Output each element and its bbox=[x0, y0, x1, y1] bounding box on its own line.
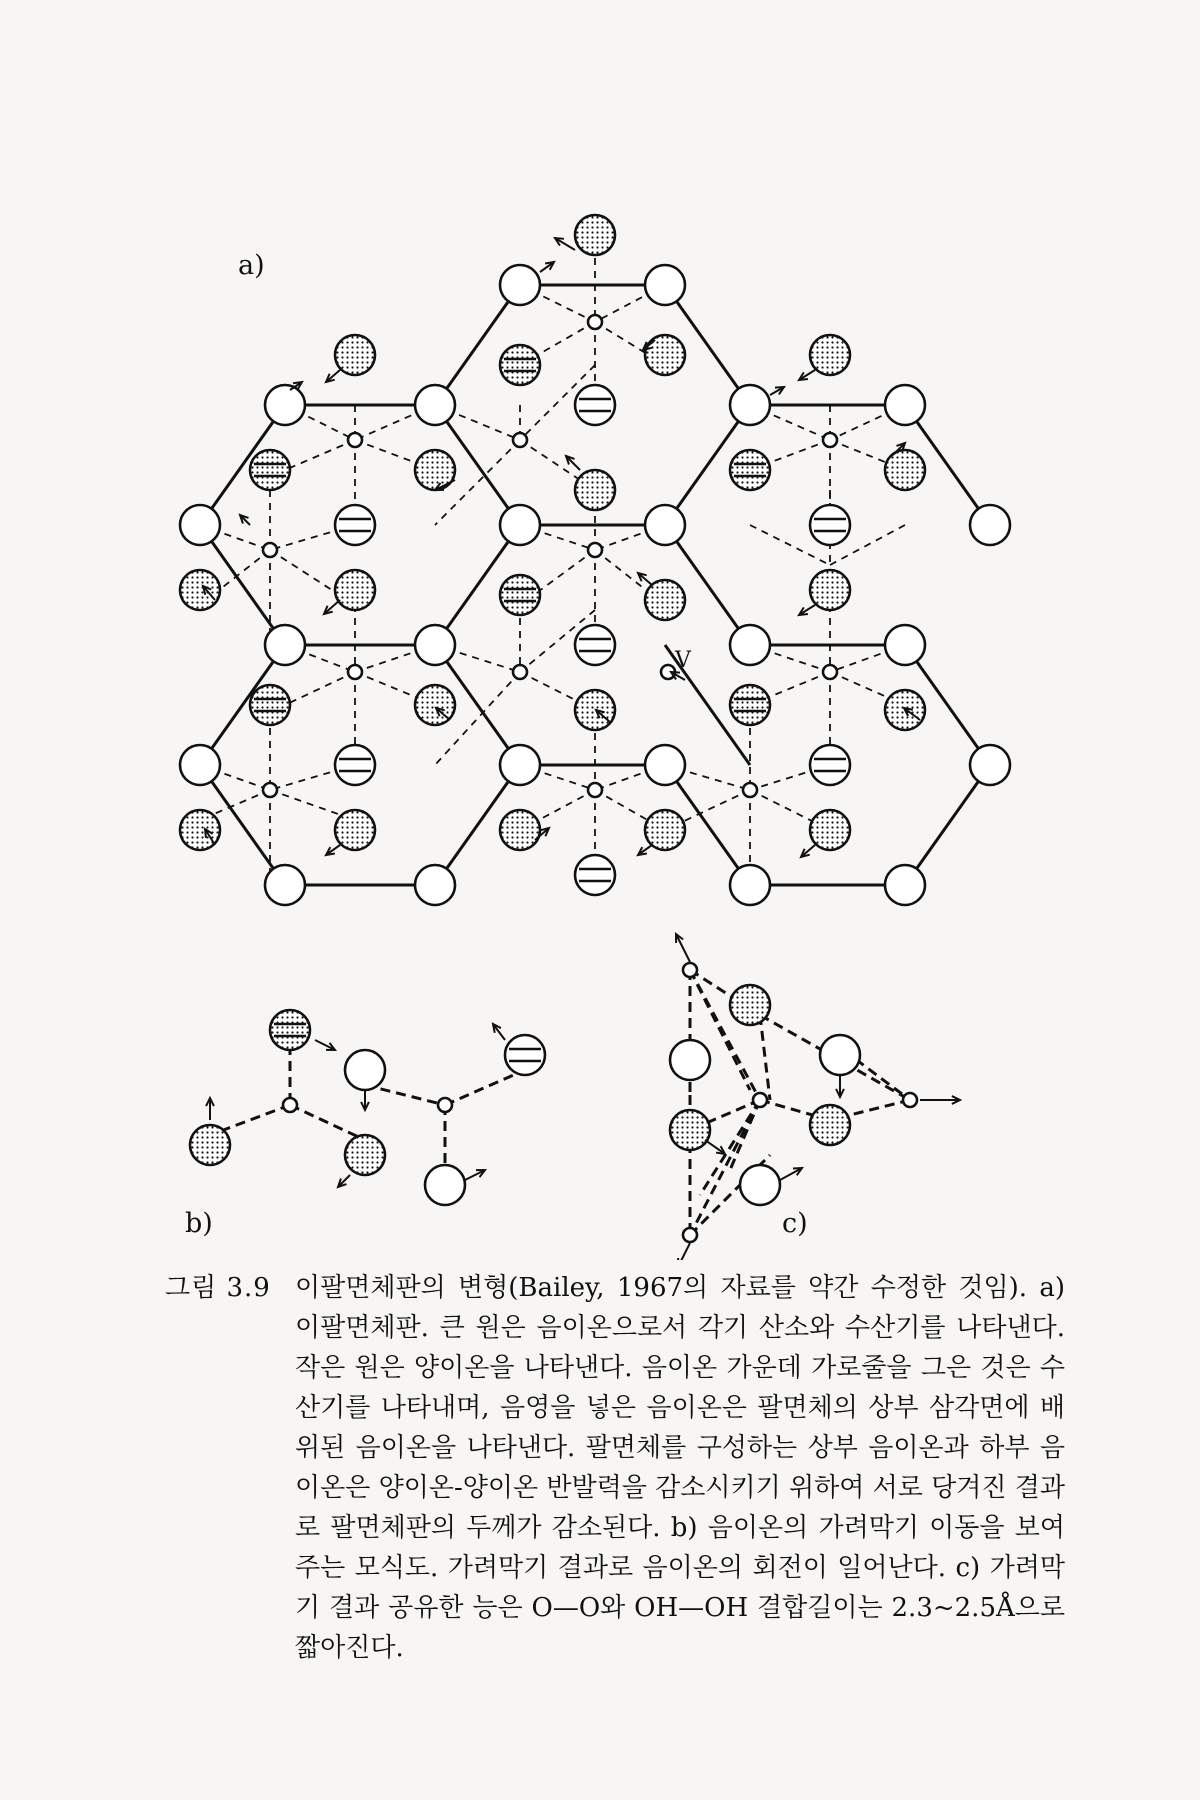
shift-arrow bbox=[678, 1243, 690, 1260]
oxygen-anion bbox=[415, 385, 455, 425]
figure-number: 그림 3.9 bbox=[165, 1273, 271, 1303]
oxygen-anion bbox=[180, 505, 220, 545]
oxygen-anion bbox=[500, 505, 540, 545]
cation bbox=[588, 315, 602, 329]
hydroxyl-anion bbox=[810, 745, 850, 785]
oxygen-anion bbox=[670, 1040, 710, 1080]
oxygen-anion bbox=[265, 625, 305, 665]
oxygen-anion bbox=[425, 1165, 465, 1205]
hydroxyl-anion bbox=[335, 505, 375, 545]
hydroxyl-anion bbox=[575, 855, 615, 895]
coordination-line bbox=[730, 1100, 760, 1170]
cation bbox=[283, 1098, 297, 1112]
coordination-line bbox=[365, 1085, 445, 1105]
upper-anion-shaded bbox=[730, 985, 770, 1025]
hydroxyl-anion bbox=[335, 745, 375, 785]
upper-anion-shaded bbox=[810, 1105, 850, 1145]
cation bbox=[903, 1093, 917, 1107]
cation bbox=[513, 665, 527, 679]
cation bbox=[588, 783, 602, 797]
upper-anion-shaded bbox=[885, 450, 925, 490]
oxygen-anion bbox=[645, 265, 685, 305]
upper-anion-shaded bbox=[345, 1135, 385, 1175]
oxygen-anion bbox=[885, 385, 925, 425]
upper-hydroxyl-anion bbox=[270, 1010, 310, 1050]
cation bbox=[753, 1093, 767, 1107]
hydroxyl-anion bbox=[505, 1035, 545, 1075]
upper-anion-shaded bbox=[810, 570, 850, 610]
coordination-line bbox=[760, 1015, 770, 1100]
oxygen-anion bbox=[345, 1050, 385, 1090]
upper-hydroxyl-anion bbox=[250, 685, 290, 725]
panel-c-label: c) bbox=[782, 1208, 808, 1239]
panel-a-label: a) bbox=[238, 250, 265, 281]
oxygen-anion bbox=[885, 625, 925, 665]
upper-anion-shaded bbox=[645, 335, 685, 375]
cation bbox=[588, 543, 602, 557]
oxygen-anion bbox=[730, 385, 770, 425]
upper-hydroxyl-anion bbox=[250, 450, 290, 490]
oxygen-anion bbox=[730, 865, 770, 905]
cation bbox=[743, 783, 757, 797]
panel-b-label: b) bbox=[185, 1208, 213, 1239]
cation bbox=[683, 1228, 697, 1242]
upper-hydroxyl-anion bbox=[500, 345, 540, 385]
caption-text: 이팔면체판의 변형(Bailey, 1967의 자료를 약간 수정한 것임). a) 이팔면체판. 큰 원은 음이온으로서 각기 산소와 수산기를 나타낸다. 작은 원은 양이온을 나타낸다. 음이온 가운데 가로줄을 그은 것은 수산기를 나타내며, 음영을 넣은 음이온은 팔면체의 상부 삼각면에 배위된 음이온을 나타낸다. 팔면체를 구성하는 상부 음이온과 하부 음이온은 양이온-양이온 반발력을 감소시키기 위하여 서로 당겨진 결과로 팔면체판의 두께가 감소된다. b) 음이온의 가려막기 이동을 보여주는 모식도. 가려막기 결과로 음이온의 회전이 일어난다. c) 가려막기 결과 공유한 능은 O—O와 OH—OH 결합길이는 2.3~2.5Å으로 짧아진다. bbox=[295, 1273, 1065, 1663]
cation bbox=[823, 665, 837, 679]
upper-anion-shaded bbox=[335, 570, 375, 610]
oxygen-anion bbox=[645, 745, 685, 785]
oxygen-anion bbox=[970, 745, 1010, 785]
vacancy-label: V bbox=[675, 648, 691, 673]
upper-hydroxyl-anion bbox=[730, 685, 770, 725]
upper-anion-shaded bbox=[500, 810, 540, 850]
upper-anion-shaded bbox=[180, 570, 220, 610]
cation bbox=[263, 783, 277, 797]
oxygen-anion bbox=[885, 865, 925, 905]
cation bbox=[683, 963, 697, 977]
cation bbox=[513, 433, 527, 447]
hydroxyl-anion bbox=[575, 385, 615, 425]
oxygen-anion bbox=[970, 505, 1010, 545]
upper-anion-shaded bbox=[575, 215, 615, 255]
oxygen-anion bbox=[740, 1165, 780, 1205]
upper-anion-shaded bbox=[645, 810, 685, 850]
upper-anion-shaded bbox=[810, 810, 850, 850]
upper-hydroxyl-anion bbox=[730, 450, 770, 490]
coordination-line bbox=[290, 1105, 365, 1140]
upper-anion-shaded bbox=[645, 580, 685, 620]
upper-anion-shaded bbox=[575, 470, 615, 510]
cation bbox=[823, 433, 837, 447]
oxygen-anion bbox=[180, 745, 220, 785]
oxygen-anion bbox=[500, 265, 540, 305]
oxygen-anion bbox=[730, 625, 770, 665]
cation bbox=[348, 665, 362, 679]
upper-anion-shaded bbox=[670, 1110, 710, 1150]
oxygen-anion bbox=[500, 745, 540, 785]
hydroxyl-anion bbox=[810, 505, 850, 545]
oxygen-anion bbox=[265, 385, 305, 425]
upper-anion-shaded bbox=[335, 810, 375, 850]
bond-line bbox=[905, 765, 990, 885]
coordination-line bbox=[285, 440, 355, 470]
cation bbox=[263, 543, 277, 557]
oxygen-anion bbox=[415, 865, 455, 905]
cation bbox=[438, 1098, 452, 1112]
cation bbox=[348, 433, 362, 447]
upper-anion-shaded bbox=[190, 1125, 230, 1165]
oxygen-anion bbox=[645, 505, 685, 545]
coordination-line bbox=[445, 1070, 525, 1105]
oxygen-anion bbox=[820, 1035, 860, 1075]
coordination-line bbox=[285, 672, 355, 705]
upper-anion-shaded bbox=[810, 335, 850, 375]
oxygen-anion bbox=[415, 625, 455, 665]
oxygen-anion bbox=[265, 865, 305, 905]
hydroxyl-anion bbox=[575, 625, 615, 665]
bond-line bbox=[435, 285, 520, 405]
upper-hydroxyl-anion bbox=[500, 575, 540, 615]
upper-anion-shaded bbox=[335, 335, 375, 375]
